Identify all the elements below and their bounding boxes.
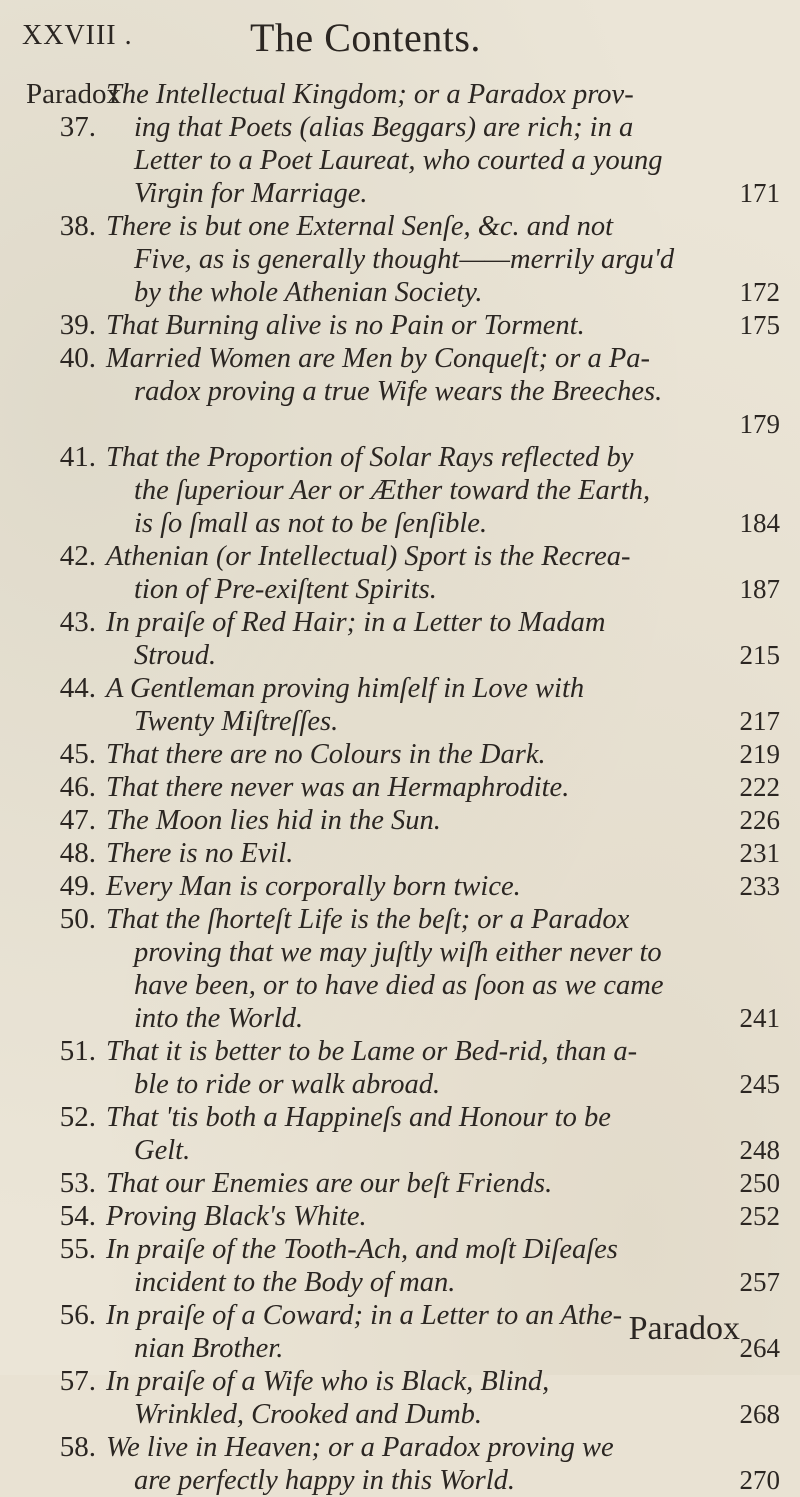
entry-number: 55. [59, 1233, 96, 1265]
entry-number: 53. [59, 1167, 96, 1199]
entry-line [106, 771, 780, 804]
entry-number: 52. [59, 1101, 96, 1133]
page-header [0, 8, 800, 58]
entry-line [106, 1167, 780, 1200]
entry-line [106, 408, 780, 441]
page-number: 264 [739, 1333, 780, 1363]
contents-entry [0, 1200, 800, 1233]
entry-title: The Moon lies hid in the Sun. [106, 805, 441, 836]
entry-title: ing that Poets (alias Beggars) are rich; in a [134, 112, 634, 143]
entry-line [106, 342, 780, 375]
page-number: 187 [739, 574, 780, 604]
entry-title: radox proving a true Wife wears the Breeches. [134, 376, 663, 407]
entry-line [106, 1431, 780, 1464]
entry-title: That our Enemies are our beſt Friends. [106, 1168, 553, 1199]
page-number: 231 [739, 838, 780, 868]
entry-title: We live in Heaven; or a Paradox proving we [106, 1432, 614, 1463]
entry-line [106, 243, 780, 276]
entry-title: Twenty Miſtreſſes. [134, 706, 339, 737]
entry-title: the ſuperiour Aer or Æther toward the Earth, [134, 475, 651, 506]
entry-text [106, 309, 780, 342]
page-number: 268 [739, 1399, 780, 1429]
entry-line [106, 705, 780, 738]
entry-text [106, 1101, 780, 1167]
entry-title: Married Women are Men by Conqueſt; or a Pa- [106, 343, 651, 374]
entry-title: That the ſhorteſt Life is the beſt; or a Paradox [106, 904, 630, 935]
page-number: 252 [739, 1201, 780, 1231]
entry-number: 49. [59, 870, 96, 902]
entry-number: 56. [59, 1299, 96, 1331]
contents-entry [0, 1233, 800, 1299]
page-number: 245 [739, 1069, 780, 1099]
entry-number: 43. [59, 606, 96, 638]
page-number: 217 [739, 706, 780, 736]
entry-line [106, 573, 780, 606]
entry-line [106, 540, 780, 573]
entry-number: Paradox 37. [26, 78, 122, 143]
page-number: 270 [739, 1465, 780, 1495]
entry-title: Wrinkled, Crooked and Dumb. [134, 1399, 483, 1430]
entry-text [106, 771, 780, 804]
page-number: 257 [739, 1267, 780, 1297]
contents-entry [0, 738, 800, 771]
page-number: 175 [739, 310, 780, 340]
entry-line [106, 738, 780, 771]
entry-line [106, 276, 780, 309]
entry-line [106, 903, 780, 936]
contents-entry [0, 804, 800, 837]
entry-line [106, 804, 780, 837]
contents-entry [0, 540, 800, 606]
page-number: 172 [739, 277, 780, 307]
contents-entry [0, 342, 800, 441]
entry-text [106, 1431, 780, 1497]
entry-title: That 'tis both a Happineſs and Honour to be [106, 1102, 611, 1133]
entry-line [106, 1035, 780, 1068]
page-number: 179 [739, 409, 780, 439]
entry-line [106, 1134, 780, 1167]
entry-line [106, 1464, 780, 1497]
contents-entry [0, 1035, 800, 1101]
entry-text [106, 903, 780, 1035]
entry-number: 54. [59, 1200, 96, 1232]
entry-number: 47. [59, 804, 96, 836]
entry-number: 48. [59, 837, 96, 869]
entry-title: Virgin for Marriage. [134, 178, 368, 209]
entry-line [106, 210, 780, 243]
entry-title: That there never was an Hermaphrodite. [106, 772, 570, 803]
entry-number: 41. [59, 441, 96, 473]
contents-entry [0, 309, 800, 342]
contents-entry [0, 771, 800, 804]
entry-title: In praiſe of a Coward; in a Letter to an Athe- [106, 1300, 623, 1331]
page-number: 184 [739, 508, 780, 538]
entry-number: 51. [59, 1035, 96, 1067]
entry-text [106, 1200, 780, 1233]
entry-title: There is but one External Senſe, &c. and not [106, 211, 614, 242]
entry-number: 42. [59, 540, 96, 572]
entry-title: That the Proportion of Solar Rays reflected by [106, 442, 634, 473]
entry-number: 46. [59, 771, 96, 803]
entry-title: In praiſe of a Wife who is Black, Blind, [106, 1366, 550, 1397]
entry-line [106, 1365, 780, 1398]
contents-entry [0, 870, 800, 903]
entry-number: 57. [59, 1365, 96, 1397]
entry-title: proving that we may juſtly wiſh either never to [134, 937, 662, 968]
entry-number: 38. [59, 210, 96, 242]
entry-title: tion of Pre-exiſtent Spirits. [134, 574, 437, 605]
entry-line [106, 837, 780, 870]
contents-entry [0, 78, 800, 210]
page-number: 222 [739, 772, 780, 802]
entry-line [106, 144, 780, 177]
entry-text [106, 870, 780, 903]
contents-entry [0, 1101, 800, 1167]
contents-entry [0, 837, 800, 870]
entry-line [106, 969, 780, 1002]
contents-entry [0, 672, 800, 738]
entry-title: by the whole Athenian Society. [134, 277, 483, 308]
entry-text [106, 210, 780, 309]
page-number: 226 [739, 805, 780, 835]
entry-text [106, 1233, 780, 1299]
entry-number: 39. [59, 309, 96, 341]
entry-number: 50. [59, 903, 96, 935]
entry-text [106, 78, 780, 210]
entry-title: ble to ride or walk abroad. [134, 1069, 441, 1100]
page-folio: XXVIII . [22, 20, 133, 51]
entry-title: nian Brother. [134, 1333, 284, 1364]
entry-number: 40. [59, 342, 96, 374]
entry-line [106, 936, 780, 969]
entry-title: That it is better to be Lame or Bed-rid, than a- [106, 1036, 638, 1067]
contents-entry [0, 606, 800, 672]
entry-line [106, 606, 780, 639]
entry-text [106, 1167, 780, 1200]
entry-title: incident to the Body of man. [134, 1267, 456, 1298]
entry-line [106, 1266, 780, 1299]
entry-title: have been, or to have died as ſoon as we came [134, 970, 664, 1001]
catchword: Paradox [628, 1310, 740, 1347]
entry-line [106, 870, 780, 903]
entry-line [106, 111, 780, 144]
entry-line [106, 507, 780, 540]
entry-title: into the World. [134, 1003, 304, 1034]
page-number: 250 [739, 1168, 780, 1198]
entry-line [106, 177, 780, 210]
entry-title: That there are no Colours in the Dark. [106, 739, 546, 770]
entry-text [106, 738, 780, 771]
page-number: 248 [739, 1135, 780, 1165]
entry-text [106, 606, 780, 672]
entry-text [106, 804, 780, 837]
entry-title: Athenian (or Intellectual) Sport is the Recrea- [106, 541, 631, 572]
entry-text [106, 342, 780, 441]
entry-line [106, 1002, 780, 1035]
page-number: 241 [739, 1003, 780, 1033]
page-number: 233 [739, 871, 780, 901]
entry-line [106, 474, 780, 507]
page-number: 219 [739, 739, 780, 769]
page-number: 215 [739, 640, 780, 670]
entry-text [106, 540, 780, 606]
page-number: 171 [739, 178, 780, 208]
entry-title: Letter to a Poet Laureat, who courted a young [134, 145, 663, 176]
entry-line [106, 375, 780, 408]
contents-entry [0, 1431, 800, 1497]
entry-line [106, 309, 780, 342]
entry-title: The Intellectual Kingdom; or a Paradox prov- [106, 79, 634, 110]
running-title: The Contents. [250, 15, 481, 60]
entry-title: are perfectly happy in this World. [134, 1465, 516, 1496]
contents-entry [0, 210, 800, 309]
entry-title: Five, as is generally thought——merrily argu'd [134, 244, 675, 275]
contents-entry [0, 441, 800, 540]
entry-text [106, 441, 780, 540]
contents-list [0, 78, 800, 1497]
entry-title: is ſo ſmall as not to be ſenſible. [134, 508, 488, 539]
entry-line [106, 441, 780, 474]
contents-entry [0, 1167, 800, 1200]
entry-title: In praiſe of Red Hair; in a Letter to Madam [106, 607, 606, 638]
entry-title: Every Man is corporally born twice. [106, 871, 521, 902]
entry-number: 58. [59, 1431, 96, 1463]
entry-number: 45. [59, 738, 96, 770]
entry-number: 44. [59, 672, 96, 704]
entry-title: That Burning alive is no Pain or Torment. [106, 310, 585, 341]
entry-title: There is no Evil. [106, 838, 294, 869]
entry-text [106, 837, 780, 870]
entry-title: A Gentleman proving himſelf in Love with [106, 673, 585, 704]
entry-line [106, 1398, 780, 1431]
entry-title: Stroud. [134, 640, 217, 671]
entry-line [106, 78, 780, 111]
entry-text [106, 1035, 780, 1101]
entry-line [106, 1233, 780, 1266]
entry-line [106, 1068, 780, 1101]
entry-title: In praiſe of the Tooth-Ach, and moſt Diſeaſes [106, 1234, 618, 1265]
entry-text [106, 672, 780, 738]
entry-line [106, 639, 780, 672]
entry-title: Gelt. [134, 1135, 191, 1166]
contents-entry [0, 903, 800, 1035]
entry-title: Proving Black's White. [106, 1201, 367, 1232]
entry-line [106, 672, 780, 705]
entry-line [106, 1200, 780, 1233]
entry-line [106, 1101, 780, 1134]
